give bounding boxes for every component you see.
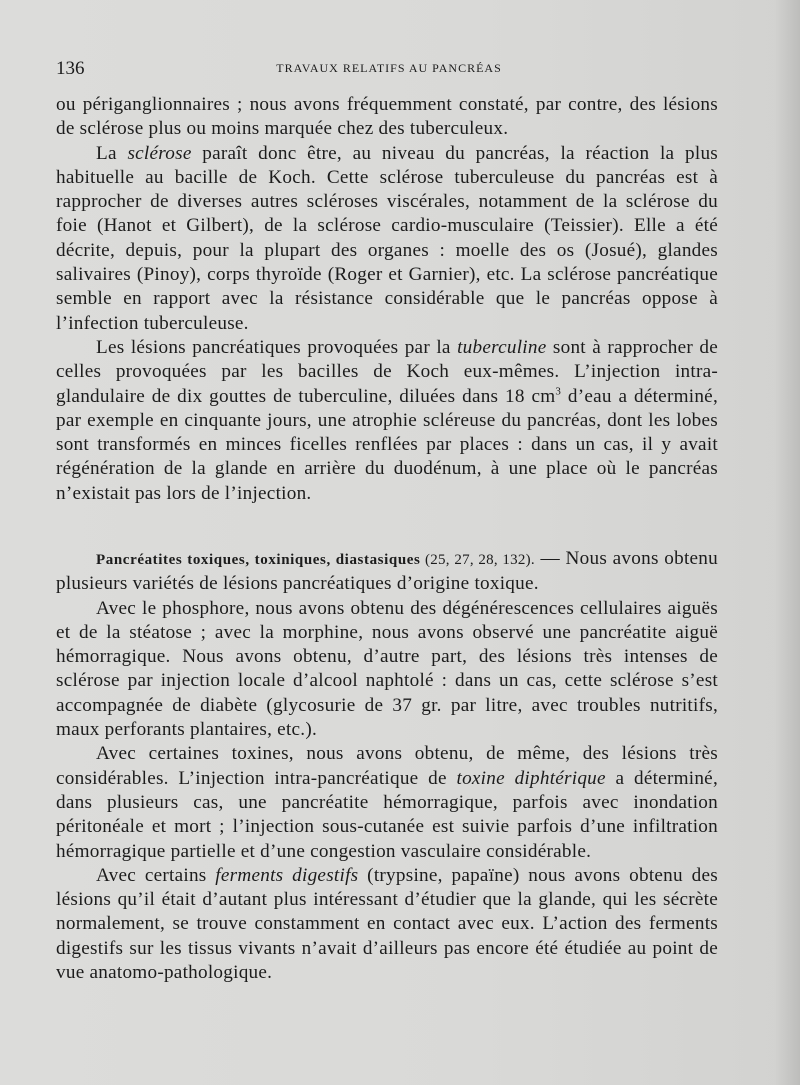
section-references: (25, 27, 28, 132). — [420, 552, 535, 568]
paragraph-5: Avec le phosphore, nous avons obtenu des dégénérescences cellulaires aiguës et de la stéatose ; avec la morphine, nous avons observé une pancréatite aiguë hémorragique. Nous avons obtenu, d’autre part, des lésions très intenses de sclérose par injection locale d’alcool naphtolé : dans un cas, cette sclérose s’est accompagnée de diabète (glycosurie de 37 gr. par litre, avec troubles nutritifs, maux perforants plantaires, etc.). — [56, 597, 718, 741]
emphasis-ferments-digestifs: ferments digestifs — [215, 864, 359, 886]
text-block-tuberculose — [56, 93, 718, 506]
page-number: 136 — [56, 58, 85, 79]
superscript-3: 3 — [555, 385, 562, 398]
paragraph-4: Pancréatites toxiques, toxiniques, diastasiques (25, 27, 28, 132). — Nous avons obtenu plusieurs variétés de lésions pancréatiques d’origine toxique. — [56, 548, 718, 595]
emphasis-tuberculine: tuberculine — [457, 336, 547, 358]
emphasis-toxine-diphterique: toxine diphtérique — [456, 767, 606, 789]
paragraph-3: Les lésions pancréatiques provoquées par la tuberculine sont à rapprocher de celles provoquées par les bacilles de Koch eux-mêmes. L’injection intra-glandulaire de dix gouttes de tuberculine, diluées dans 18 $cm^3$ d’eau a déterminé, par exemple en cinquante jours, une atrophie scléreuse du pancréas, dont les lobes sont transformés en minces ficelles renflées par places : dans un cas, il y avait régénération de la glande en arrière du duodénum, à une place où le pancréas n’existait pas lors de l’injection. — [56, 336, 718, 504]
paragraph-7: Avec certains ferments digestifs (trypsine, papaïne) nous avons obtenu des lésions qu’il était d’autant plus intéressant d’étudier que la glande, qui les sécrète normalement, se trouve constamment en contact avec eux. L’action des ferments digestifs sur les tissus vivants n’avait d’ailleurs pas encore été étudiée au point de vue anatomo-pathologique. — [56, 864, 718, 984]
running-title: TRAVAUX RELATIFS AU PANCRÉAS — [276, 61, 502, 75]
page-edge-shadow — [774, 0, 800, 1085]
page-header — [56, 58, 722, 82]
paragraph-1: ou périganglionnaires ; nous avons fréquemment constaté, par contre, des lésions de sclérose plus ou moins marquée chez des tuberculeux. — [56, 94, 718, 140]
text-block-toxiques — [56, 547, 718, 985]
section-heading: Pancréatites toxiques, toxiniques, diastasiques — [96, 552, 421, 568]
emphasis-sclerose: sclérose — [127, 142, 192, 164]
paragraph-2: La sclérose paraît donc être, au niveau du pancréas, la réaction la plus habituelle au bacille de Koch. Cette sclérose tuberculeuse du pancréas est à rapprocher de diverses autres scléroses viscérales, notamment de la sclérose du foie (Hanot et Gilbert), de la sclérose cardio-musculaire (Teissier). Elle a été décrite, depuis, pour la plupart des organes : moelle des os (Josué), glandes salivaires (Pinoy), corps thyroïde (Roger et Garnier), etc. La sclérose pancréatique semble en rapport avec la résistance considérable que le pancréas oppose à l’infection tuberculeuse. — [56, 142, 718, 334]
paragraph-6: Avec certaines toxines, nous avons obtenu, de même, des lésions très considérables. L’injection intra-pancréatique de toxine diphtérique a déterminé, dans plusieurs cas, une pancréatite hémorragique, parfois avec inondation péritonéale et mort ; l’injection sous-cutanée est suivie parfois d’une infiltration hémorragique partielle et d’une congestion vasculaire considérable. — [56, 743, 718, 862]
